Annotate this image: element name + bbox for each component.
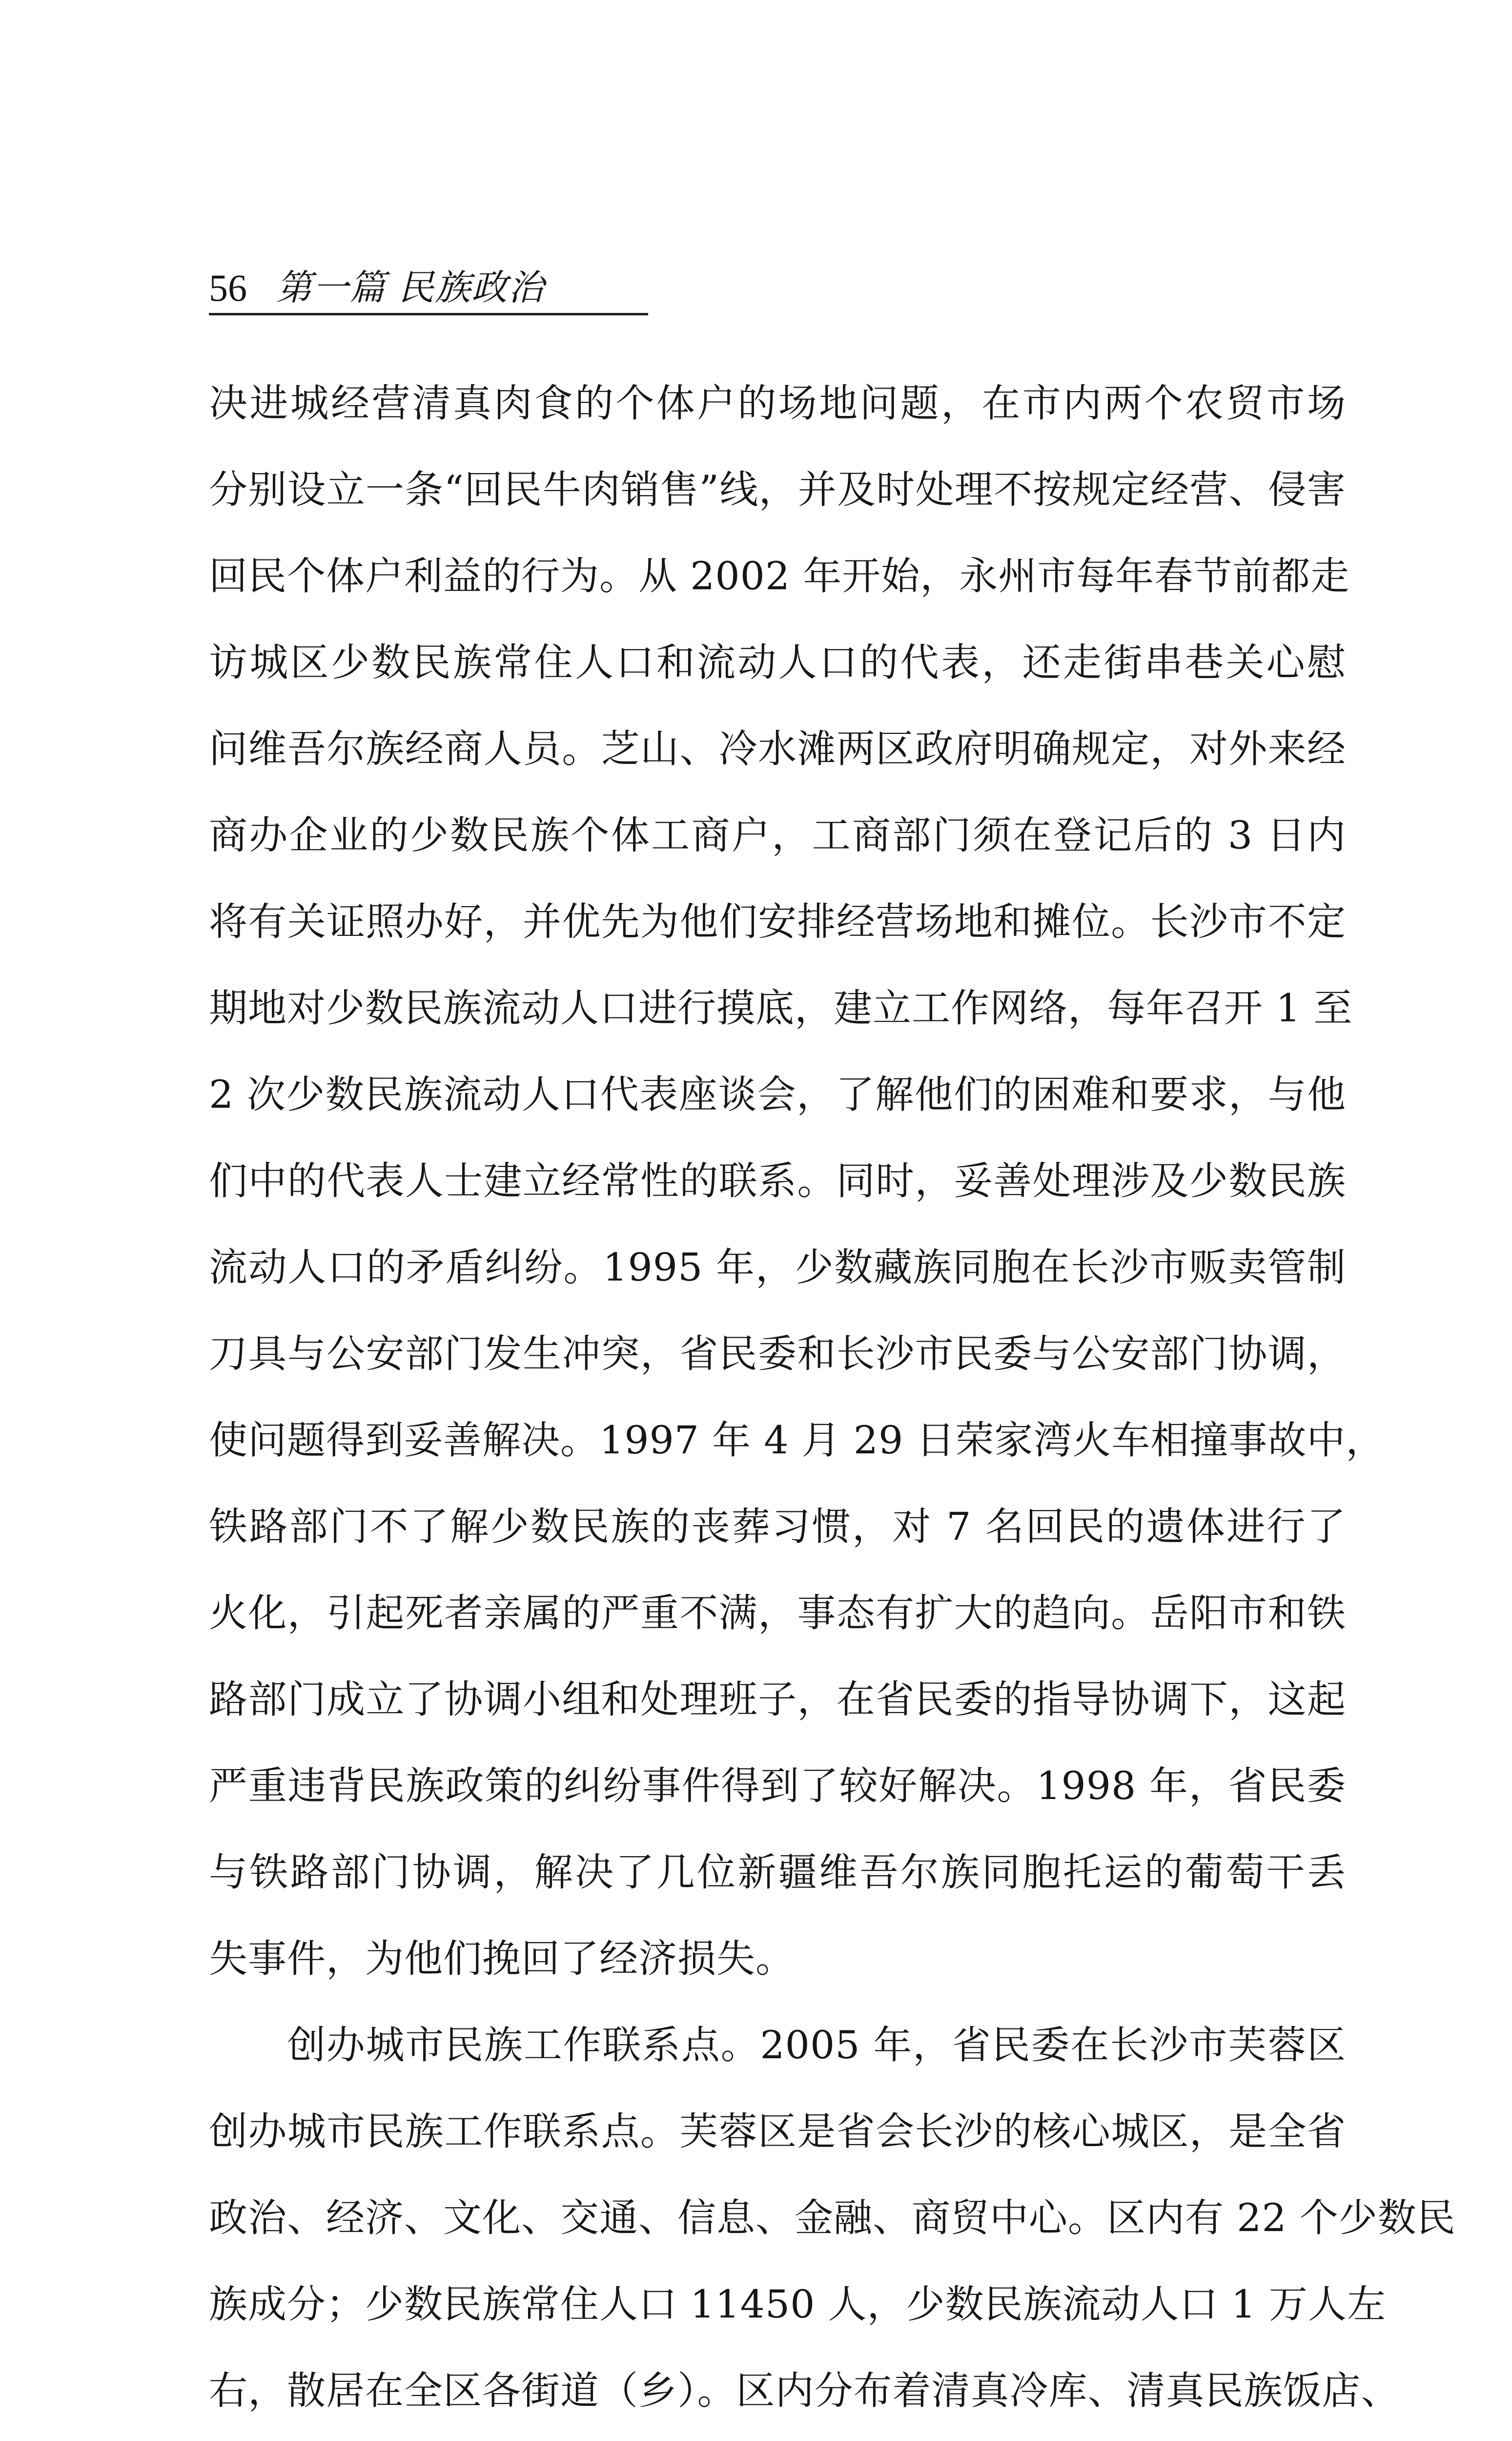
text-line: 问维吾尔族经商人员。芝山、冷水滩两区政府明确规定，对外来经 [209,726,1346,771]
text-line: 将有关证照办好，并优先为他们安排经营场地和摊位。长沙市不定 [209,899,1346,944]
text-line: 铁路部门不了解少数民族的丧葬习惯，对 7 名回民的遗体进行了 [209,1504,1346,1549]
text-line: 使问题得到妥善解决。1997 年 4 月 29 日荣家湾火车相撞事故中， [209,1418,1385,1463]
text-line: 决进城经营清真肉食的个体户的场地问题，在市内两个农贸市场 [209,381,1346,426]
text-line: 政治、经济、文化、交通、信息、金融、商贸中心。区内有 22 个少数民 [209,2195,1456,2240]
text-line: 们中的代表人士建立经常性的联系。同时，妥善处理涉及少数民族 [209,1158,1346,1203]
text-line: 刀具与公安部门发生冲突，省民委和长沙市民委与公安部门协调， [209,1331,1346,1376]
running-head [209,261,648,315]
text-line: 商办企业的少数民族个体工商户，工商部门须在登记后的 3 日内 [209,813,1346,858]
text-line: 创办城市民族工作联系点。芙蓉区是省会长沙的核心城区，是全省 [209,2109,1346,2154]
section-title: 第一篇 民族政治 [276,267,545,309]
text-line: 严重违背民族政策的纠纷事件得到了较好解决。1998 年，省民委 [209,1763,1346,1808]
text-line: 流动人口的矛盾纠纷。1995 年，少数藏族同胞在长沙市贩卖管制 [209,1245,1346,1290]
text-line: 期地对少数民族流动人口进行摸底，建立工作网络，每年召开 1 至 [209,986,1353,1031]
text-line: 路部门成立了协调小组和处理班子，在省民委的指导协调下，这起 [209,1677,1346,1722]
page-number: 56 [209,267,247,309]
text-line: 访城区少数民族常住人口和流动人口的代表，还走街串巷关心慰 [209,640,1346,685]
paragraph-first-line: 创办城市民族工作联系点。2005 年，省民委在长沙市芙蓉区 [287,2023,1346,2068]
paragraph-end-line: 失事件，为他们挽回了经济损失。 [209,1936,795,1981]
text-line: 与铁路部门协调，解决了几位新疆维吾尔族同胞托运的葡萄干丢 [209,1850,1346,1895]
text-line: 族成分；少数民族常住人口 11450 人，少数民族流动人口 1 万人左 [209,2282,1387,2327]
text-line: 分别设立一条“回民牛肉销售”线，并及时处理不按规定经营、侵害 [209,467,1346,512]
text-line: 右，散居在全区各街道（乡）。区内分布着清真冷库、清真民族饭店、 [209,2368,1400,2413]
text-line: 火化，引起死者亲属的严重不满，事态有扩大的趋向。岳阳市和铁 [209,1591,1346,1635]
text-line: 2 次少数民族流动人口代表座谈会，了解他们的困难和要求，与他 [209,1072,1346,1117]
body-text [209,360,1456,2441]
text-line [209,2434,1346,2441]
header-rule [209,313,648,315]
text-line: 回民个体户利益的行为。从 2002 年开始，永州市每年春节前都走 [209,554,1350,599]
